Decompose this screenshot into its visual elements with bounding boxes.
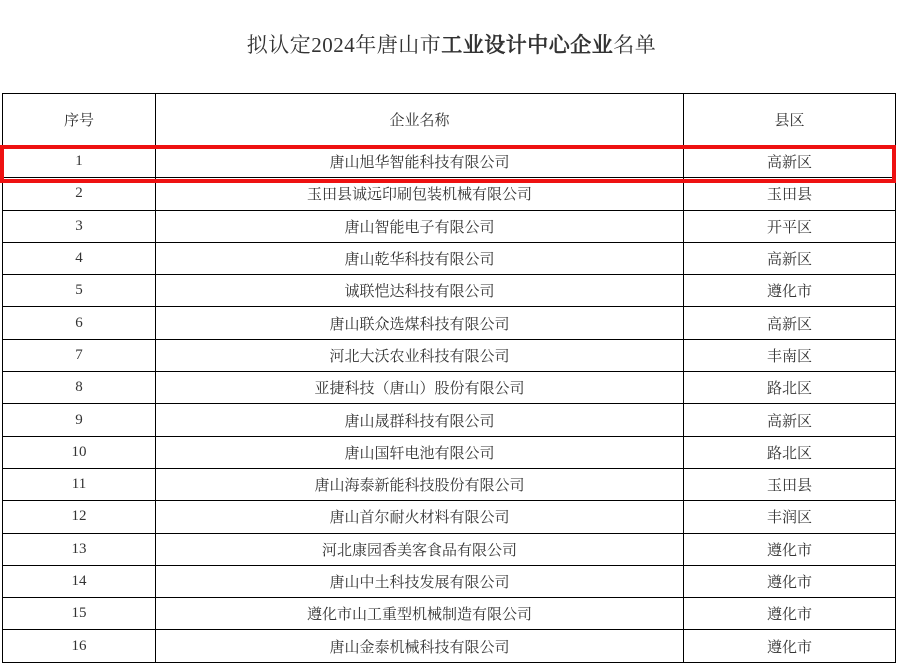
table-row [3, 307, 896, 339]
cell-company-name: 唐山晟群科技有限公司 [156, 404, 684, 436]
cell-company-name: 河北大沃农业科技有限公司 [156, 339, 684, 371]
column-header-district: 县区 [684, 94, 896, 146]
table-row [3, 565, 896, 597]
cell-company-name: 诚联恺达科技有限公司 [156, 275, 684, 307]
cell-district: 高新区 [684, 146, 896, 178]
table-row [3, 598, 896, 630]
company-table [2, 93, 896, 663]
cell-district: 遵化市 [684, 565, 896, 597]
cell-district: 遵化市 [684, 598, 896, 630]
cell-company-name: 唐山首尔耐火材料有限公司 [156, 501, 684, 533]
cell-company-name: 唐山乾华科技有限公司 [156, 242, 684, 274]
cell-district: 遵化市 [684, 533, 896, 565]
page-title-prefix: 拟认定2024年唐山市 [246, 33, 442, 57]
column-header-serial: 序号 [3, 94, 156, 146]
cell-serial: 12 [3, 501, 156, 533]
table-row [3, 436, 896, 468]
table-row [3, 339, 896, 371]
table-row [3, 146, 896, 178]
cell-district: 高新区 [684, 404, 896, 436]
cell-company-name: 唐山旭华智能科技有限公司 [156, 146, 684, 178]
table-row [3, 630, 896, 662]
table-row [3, 404, 896, 436]
cell-serial: 7 [3, 339, 156, 371]
table-row [3, 372, 896, 404]
cell-company-name: 唐山智能电子有限公司 [156, 210, 684, 242]
cell-serial: 14 [3, 565, 156, 597]
cell-district: 高新区 [684, 307, 896, 339]
cell-district: 路北区 [684, 436, 896, 468]
cell-company-name: 河北康园香美客食品有限公司 [156, 533, 684, 565]
table-row [3, 468, 896, 500]
table-row [3, 210, 896, 242]
cell-company-name: 唐山中土科技发展有限公司 [156, 565, 684, 597]
page-title [0, 33, 903, 57]
cell-serial: 4 [3, 242, 156, 274]
cell-serial: 16 [3, 630, 156, 662]
cell-serial: 8 [3, 372, 156, 404]
table-row [3, 242, 896, 274]
cell-company-name: 唐山国轩电池有限公司 [156, 436, 684, 468]
page-title-bold-segment: 工业设计中心企业 [441, 33, 614, 57]
cell-company-name: 唐山联众选煤科技有限公司 [156, 307, 684, 339]
cell-district: 遵化市 [684, 275, 896, 307]
cell-serial: 1 [3, 146, 156, 178]
table-row [3, 533, 896, 565]
cell-serial: 6 [3, 307, 156, 339]
cell-district: 开平区 [684, 210, 896, 242]
table-row [3, 178, 896, 210]
cell-district: 丰润区 [684, 501, 896, 533]
cell-serial: 3 [3, 210, 156, 242]
cell-district: 玉田县 [684, 178, 896, 210]
cell-serial: 2 [3, 178, 156, 210]
cell-company-name: 唐山海泰新能科技股份有限公司 [156, 468, 684, 500]
cell-company-name: 玉田县诚远印刷包装机械有限公司 [156, 178, 684, 210]
cell-district: 玉田县 [684, 468, 896, 500]
cell-serial: 15 [3, 598, 156, 630]
cell-company-name: 亚捷科技（唐山）股份有限公司 [156, 372, 684, 404]
cell-district: 遵化市 [684, 630, 896, 662]
cell-district: 路北区 [684, 372, 896, 404]
table-row [3, 275, 896, 307]
table-row [3, 501, 896, 533]
cell-serial: 5 [3, 275, 156, 307]
cell-company-name: 遵化市山工重型机械制造有限公司 [156, 598, 684, 630]
cell-serial: 10 [3, 436, 156, 468]
cell-company-name: 唐山金泰机械科技有限公司 [156, 630, 684, 662]
page-title-suffix: 名单 [613, 33, 657, 57]
cell-serial: 11 [3, 468, 156, 500]
cell-district: 高新区 [684, 242, 896, 274]
table-header-row [3, 94, 896, 146]
column-header-company-name: 企业名称 [156, 94, 684, 146]
cell-serial: 9 [3, 404, 156, 436]
cell-serial: 13 [3, 533, 156, 565]
cell-district: 丰南区 [684, 339, 896, 371]
